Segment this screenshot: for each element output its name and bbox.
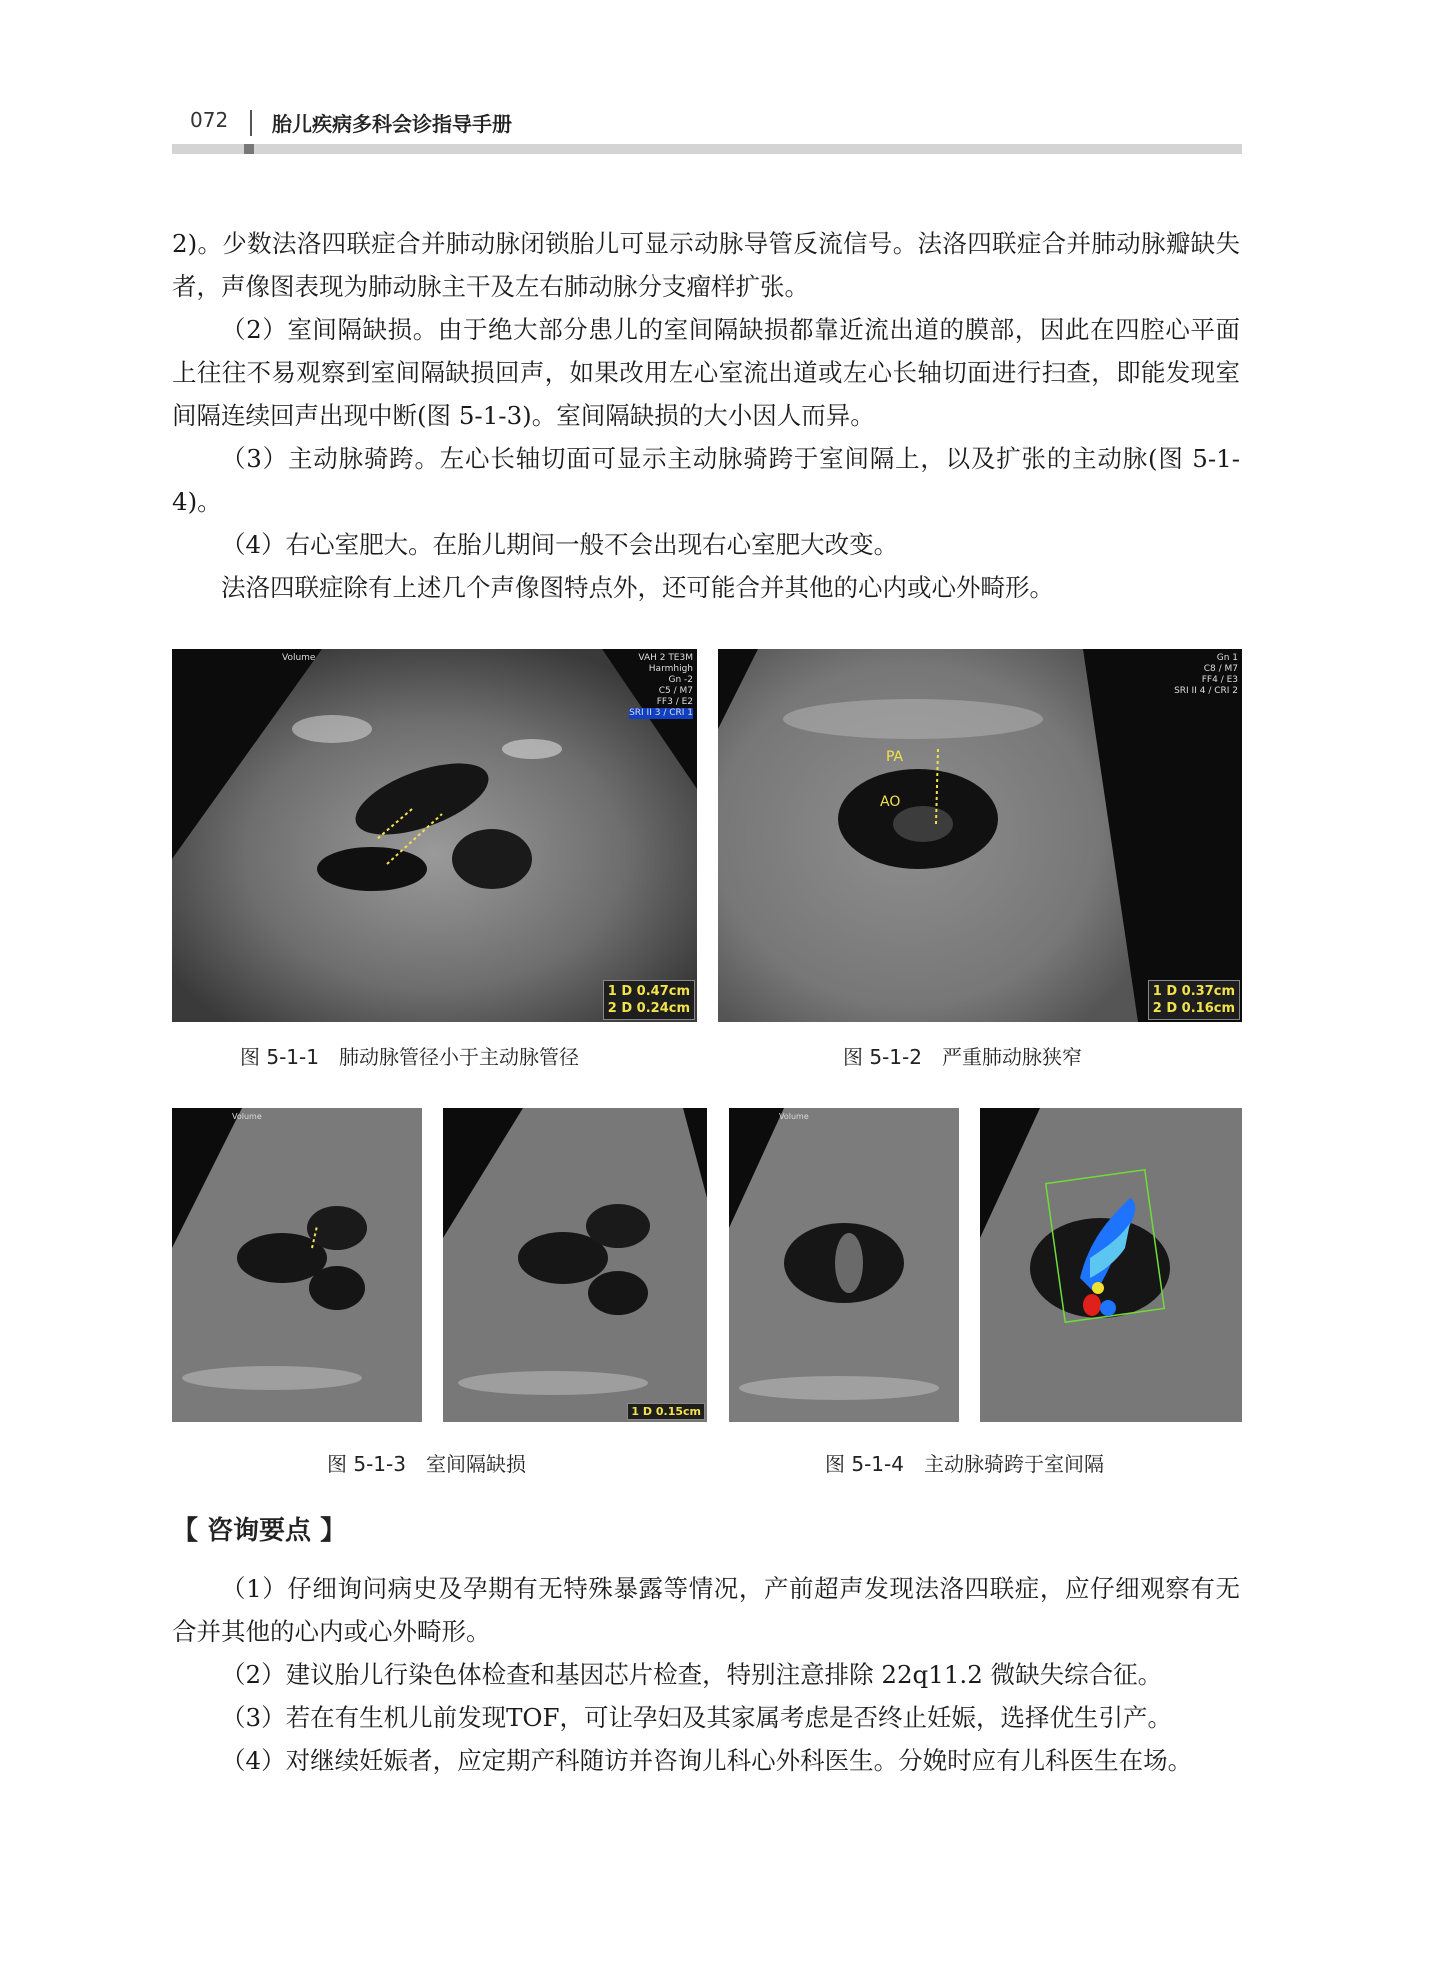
ultrasound-image-fig3a	[172, 1108, 422, 1422]
setting-line: Gn 1	[1216, 653, 1238, 663]
consult-item-4: （4）对继续妊娠者，应定期产科随访并咨询儿科心外科医生。分娩时应有儿科医生在场。	[221, 1746, 1193, 1775]
measurement-box	[603, 980, 695, 1020]
label-pa: PA	[886, 749, 904, 765]
measurement-1: 1 D 0.37cm	[1152, 984, 1235, 999]
setting-line: FF3 / E2	[656, 697, 693, 707]
measurement-box	[627, 1403, 705, 1420]
scanner-settings	[629, 653, 693, 719]
consult-item-3: （3）若在有生机儿前发现TOF，可让孕妇及其家属考虑是否终止妊娠，选择优生引产。	[221, 1703, 1173, 1732]
book-title: 胎儿疾病多科会诊指导手册	[272, 112, 512, 136]
paragraph-overriding-aorta: （3）主动脉骑跨。左心长轴切面可显示主动脉骑跨于室间隔上，以及扩张的主动脉(图 5-1-4)。	[172, 444, 1240, 516]
consult-items	[172, 1567, 1240, 1782]
page-number: 072	[190, 108, 229, 132]
figure-caption-2: 图 5-1-2 严重肺动脉狭窄	[843, 1045, 1082, 1069]
volume-label: Volume	[232, 1112, 262, 1121]
header-separator	[250, 110, 252, 136]
measurement-1: 1 D 0.47cm	[607, 984, 690, 999]
setting-line: C8 / M7	[1203, 664, 1238, 674]
ultrasound-image-fig4b-doppler	[980, 1108, 1242, 1422]
paragraph-rvh: （4）右心室肥大。在胎儿期间一般不会出现右心室肥大改变。	[221, 530, 899, 559]
setting-line: C5 / M7	[658, 686, 693, 696]
top-paragraphs	[172, 222, 1240, 609]
figure-caption-1: 图 5-1-1 肺动脉管径小于主动脉管径	[240, 1045, 579, 1069]
measurement-2: 2 D 0.16cm	[1152, 1001, 1235, 1016]
consult-item-2: （2）建议胎儿行染色体检查和基因芯片检查，特别注意排除 22q11.2 微缺失综合征。	[221, 1660, 1163, 1689]
setting-line: VAH 2 TE3M	[638, 653, 693, 663]
setting-line: SRI II 4 / CRI 2	[1174, 686, 1238, 696]
paragraph-summary: 法洛四联症除有上述几个声像图特点外，还可能合并其他的心内或心外畸形。	[221, 573, 1054, 602]
paragraph-vsd: （2）室间隔缺损。由于绝大部分患儿的室间隔缺损都靠近流出道的膜部，因此在四腔心平面上往往不易观察到室间隔缺损回声，如果改用左心室流出道或左心长轴切面进行扫查，即能发现室间隔连续回声出现中断(图 5-1-3)。室间隔缺损的大小因人而异。	[172, 315, 1240, 430]
header-rule	[172, 144, 1242, 154]
setting-line: SRI II 3 / CRI 1	[629, 708, 693, 718]
paragraph-continued: 2)。少数法洛四联症合并肺动脉闭锁胎儿可显示动脉导管反流信号。法洛四联症合并肺动脉瓣缺失者，声像图表现为肺动脉主干及左右肺动脉分支瘤样扩张。	[172, 229, 1240, 301]
header-rule-mark	[244, 144, 254, 154]
label-ao: AO	[880, 794, 901, 810]
consult-item-1: （1）仔细询问病史及孕期有无特殊暴露等情况，产前超声发现法洛四联症，应仔细观察有无合并其他的心内或心外畸形。	[172, 1574, 1240, 1646]
running-header	[172, 108, 1242, 138]
measurement-1: 1 D 0.15cm	[631, 1405, 701, 1418]
setting-line: Harmhigh	[648, 664, 693, 674]
ultrasound-image-fig3b	[443, 1108, 707, 1422]
ultrasound-image-fig1	[172, 649, 697, 1022]
measurement-2: 2 D 0.24cm	[607, 1001, 690, 1016]
figure-caption-3: 图 5-1-3 室间隔缺损	[327, 1452, 526, 1476]
measurement-box	[1148, 980, 1240, 1020]
setting-line: FF4 / E3	[1201, 675, 1238, 685]
volume-label: Volume	[282, 653, 316, 663]
ultrasound-image-fig2	[718, 649, 1242, 1022]
volume-label: Volume	[779, 1112, 809, 1121]
scanner-settings	[1174, 653, 1238, 697]
figure-caption-4: 图 5-1-4 主动脉骑跨于室间隔	[825, 1452, 1104, 1476]
consult-heading: 【 咨询要点 】	[172, 1516, 347, 1546]
ultrasound-image-fig4a	[729, 1108, 959, 1422]
setting-line: Gn -2	[668, 675, 693, 685]
